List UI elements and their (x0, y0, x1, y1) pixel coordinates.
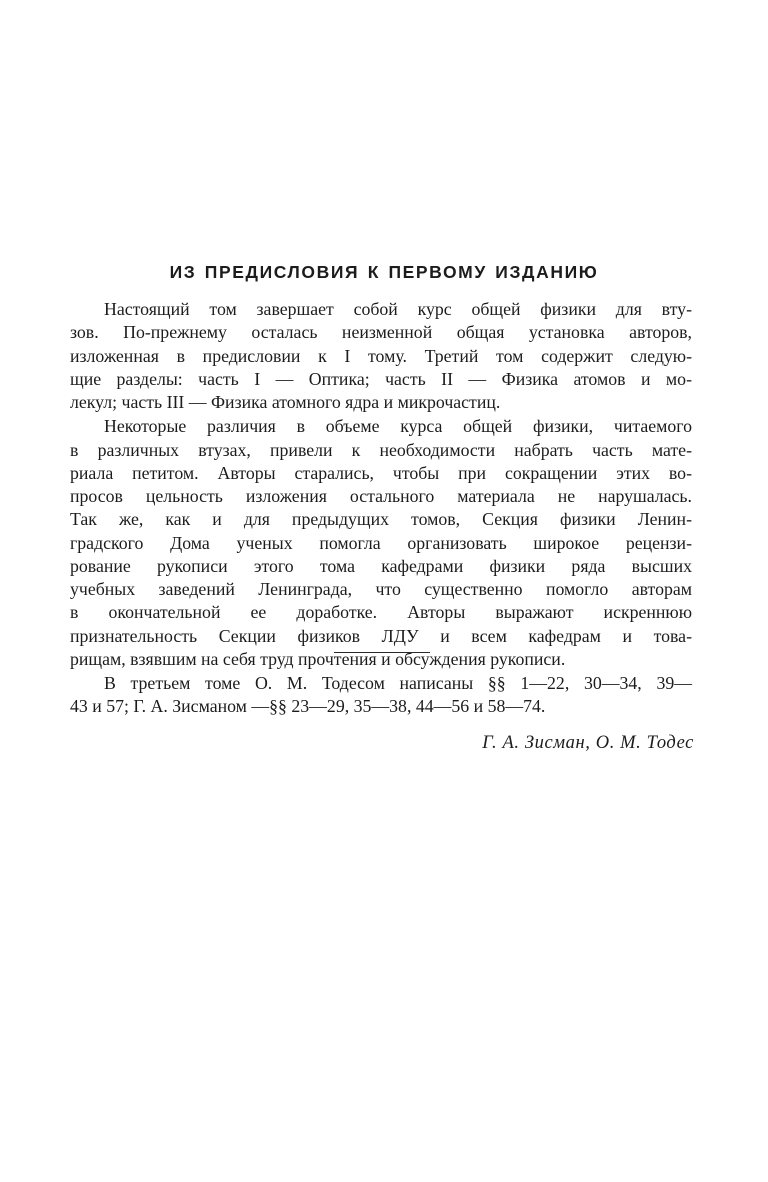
authors-signature: Г. А. Зисман, О. М. Тодес (482, 733, 694, 753)
paragraph-1 (70, 298, 692, 414)
text-line: В третьем томе О. М. Тодесом написаны §§ 1—22, 30—34, 39— (104, 673, 692, 693)
text-line: Некоторые различия в объеме курса общей физики, читаемого (104, 416, 692, 437)
text-line: градского Дома ученых помогла организовать широкое рецензи- (70, 532, 692, 553)
section-heading: ИЗ ПРЕДИСЛОВИЯ К ПЕРВОМУ ИЗДАНИЮ (169, 262, 599, 282)
text-line: в различных втузах, привели к необходимости набрать часть мате- (70, 439, 692, 460)
text-line: в окончательной ее доработке. Авторы выражают искреннюю (70, 602, 692, 623)
preface-body (70, 298, 692, 671)
authorship-note (70, 672, 692, 719)
text-line: просов цельность изложения остального материала не нарушалась. (70, 486, 692, 506)
text-line: зов. По-прежнему осталась неизменной общая установка авторов, (70, 322, 692, 343)
text-line: учебных заведений Ленинграда, что существенно помогло авторам (70, 579, 692, 599)
text-line: Настоящий том завершает собой курс общей физики для вту- (104, 299, 692, 319)
text-line: признательность Секции физиков ЛДУ и всем кафедрам и това- (70, 625, 692, 646)
text-line: рищам, взявшим на себя труд прочтения и обсуждения рукописи. (70, 648, 566, 669)
section-divider (334, 652, 430, 653)
text-line: Так же, как и для предыдущих томов, Секция физики Ленин- (70, 509, 692, 530)
text-line: риала петитом. Авторы старались, чтобы при сокращении этих во- (70, 462, 692, 483)
text-line: 43 и 57; Г. А. Зисманом —§§ 23—29, 35—38, 44—56 и 58—74. (70, 696, 546, 717)
text-line: щие разделы: часть I — Оптика; часть II — Физика атомов и мо- (70, 368, 692, 389)
text-line: рование рукописи этого тома кафедрами физики ряда высших (70, 555, 692, 576)
paragraph-2 (70, 415, 692, 671)
text-line: изложенная в предисловии к I тому. Третий том содержит следую- (70, 345, 692, 366)
text-line: лекул; часть III — Физика атомного ядра и микрочастиц. (70, 392, 501, 412)
